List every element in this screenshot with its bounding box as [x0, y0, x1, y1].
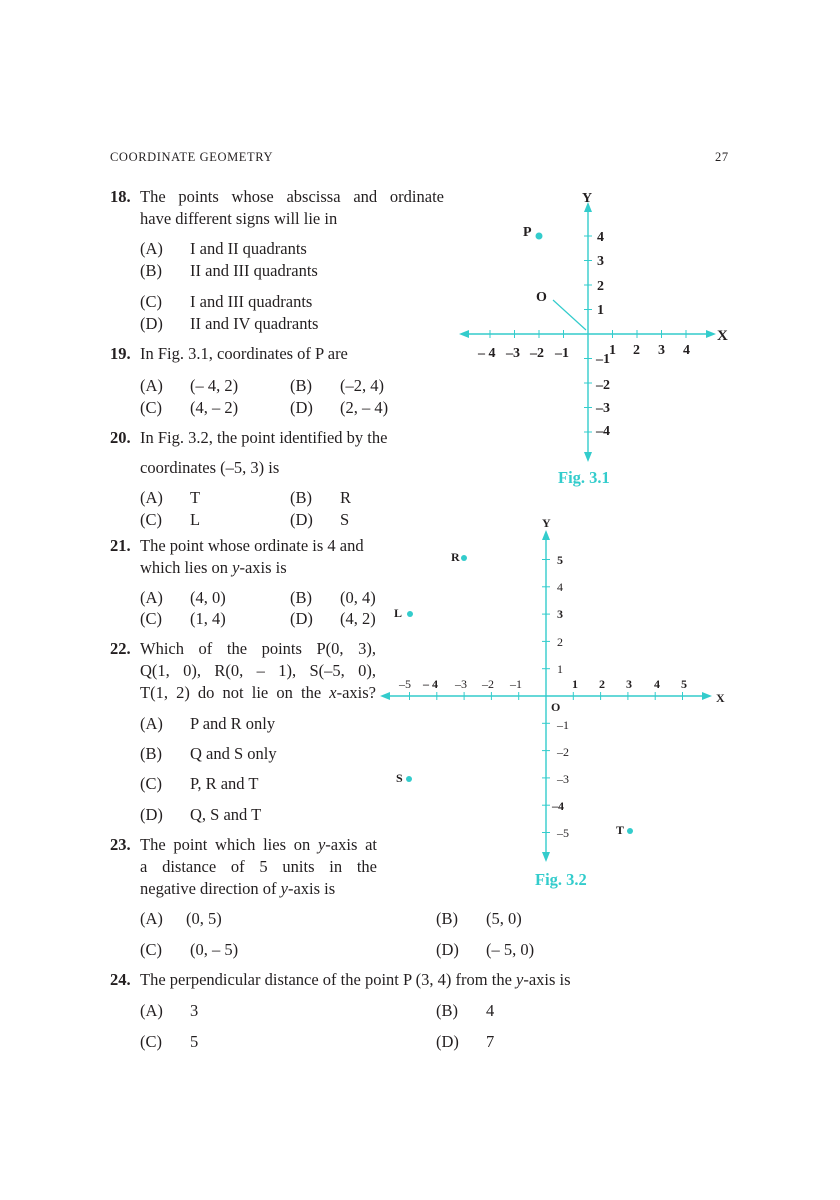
fig32-ytick-3: 3	[557, 607, 563, 621]
fig32-ytick-5: 5	[557, 553, 563, 567]
fig-3-2	[380, 530, 712, 862]
fig32-xtick-3: 3	[626, 677, 632, 691]
fig32-ytick-4: 4	[557, 580, 563, 594]
q23-number: 23.	[110, 835, 131, 854]
q22-stem: Which of the points P(0, 3), Q(1, 0), R(0, – 1), S(–5, 0), T(1, 2) do not lie on the x-axis?	[140, 639, 376, 702]
fig31-ytick-m1: –1	[596, 352, 610, 367]
q20-option-a: (A) T	[140, 488, 201, 507]
q20-option-d: (D) S	[290, 510, 350, 529]
q24-option-c: (C) 5	[140, 1032, 199, 1051]
q20-number: 20.	[110, 428, 131, 447]
fig32-point-t	[627, 828, 633, 834]
fig31-p-label: P	[523, 225, 532, 240]
fig32-y-arrow-up	[542, 530, 550, 540]
fig31-xtick-m2: –2	[530, 346, 544, 361]
q20-option-c: (C) L	[140, 510, 201, 529]
q21-stem-line1: The point whose ordinate is 4 and	[140, 536, 364, 555]
q18-option-d: (D) II and IV quadrants	[140, 314, 319, 333]
fig31-o-label: O	[536, 290, 547, 305]
fig31-origin-pointer	[553, 300, 586, 330]
q19-option-d: (D) (2, – 4)	[290, 398, 389, 417]
fig32-xtick-4: 4	[654, 677, 660, 691]
fig32-xtick-m3: –3	[455, 677, 467, 691]
fig32-x-label: X	[716, 691, 725, 705]
fig31-point-p	[536, 233, 543, 240]
fig31-y-label: Y	[582, 191, 593, 206]
q18-stem: The points whose abscissa and ordinate have different signs will lie in	[140, 187, 444, 228]
q21-option-b: (B) (0, 4)	[290, 588, 376, 607]
q24-number: 24.	[110, 970, 131, 989]
q18-option-a: (A) I and II quadrants	[140, 239, 307, 258]
q20-option-b: (B) R	[290, 488, 352, 507]
fig32-xtick-m1: –1	[510, 677, 522, 691]
q22-option-a: (A) P and R only	[140, 714, 276, 733]
fig32-point-l	[407, 611, 413, 617]
fig31-xtick-m4: – 4	[478, 346, 496, 361]
fig32-ytick-m1: –1	[557, 718, 569, 732]
q21-stem-line2: which lies on y-axis is	[140, 558, 287, 577]
fig32-o-label: O	[551, 700, 561, 714]
fig32-point-s	[406, 776, 412, 782]
q24-option-d: (D) 7	[436, 1032, 495, 1051]
fig32-ytick-1: 1	[557, 662, 563, 676]
fig32-ytick-m4: –4	[552, 799, 564, 813]
fig32-s-label: S	[396, 771, 403, 785]
fig32-xtick-5: 5	[681, 677, 687, 691]
fig32-y-label: Y	[542, 516, 551, 530]
fig32-r-label: R	[451, 550, 460, 564]
q23-option-b: (B) (5, 0)	[436, 909, 522, 928]
fig31-ytick-m2: –2	[596, 378, 610, 393]
fig32-caption: Fig. 3.2	[535, 870, 587, 889]
fig31-x-label: X	[717, 328, 728, 344]
fig32-ytick-2: 2	[557, 635, 563, 649]
running-header: COORDINATE GEOMETRY	[110, 150, 274, 164]
fig31-xtick-4: 4	[683, 343, 690, 358]
page-number: 27	[715, 150, 729, 164]
fig31-xtick-m3: –3	[506, 346, 520, 361]
q24-option-b: (B) 4	[436, 1001, 495, 1020]
fig32-xtick-1: 1	[572, 677, 578, 691]
fig32-ytick-m5: –5	[557, 826, 569, 840]
fig31-xtick-2: 2	[633, 343, 640, 358]
fig31-ytick-4: 4	[597, 230, 604, 245]
fig31-xtick-1: 1	[609, 343, 616, 358]
q21-option-d: (D) (4, 2)	[290, 609, 376, 628]
q24-stem: The perpendicular distance of the point P (3, 4) from the y-axis is	[140, 970, 571, 989]
fig32-xtick-m5: –5	[399, 677, 411, 691]
q22-option-c: (C) P, R and T	[140, 774, 259, 793]
q21-option-a: (A) (4, 0)	[140, 588, 226, 607]
q23-option-a: (A) (0, 5)	[140, 909, 222, 928]
fig32-xtick-m2: –2	[482, 677, 494, 691]
fig32-xtick-2: 2	[599, 677, 605, 691]
q19-number: 19.	[110, 344, 131, 363]
q22-option-d: (D) Q, S and T	[140, 805, 262, 824]
fig32-t-label: T	[616, 823, 625, 837]
fig32-point-r	[461, 555, 467, 561]
q21-number: 21.	[110, 536, 131, 555]
q23-option-d: (D) (– 5, 0)	[436, 940, 535, 959]
fig31-caption: Fig. 3.1	[558, 468, 610, 487]
fig-3-1	[459, 202, 716, 462]
q20-stem-line2: coordinates (–5, 3) is	[140, 458, 280, 477]
fig32-y-arrow-down	[542, 852, 550, 862]
fig31-ytick-3: 3	[597, 254, 604, 269]
fig31-y-arrow-down	[584, 452, 592, 462]
q18-number: 18.	[110, 187, 131, 206]
q19-stem: In Fig. 3.1, coordinates of P are	[140, 344, 348, 363]
q20-stem-line1: In Fig. 3.2, the point identified by the	[140, 428, 388, 447]
fig31-ytick-m4: –4	[596, 424, 610, 439]
q22-number: 22.	[110, 639, 131, 658]
q19-option-a: (A) (– 4, 2)	[140, 376, 239, 395]
q18-option-c: (C) I and III quadrants	[140, 292, 313, 311]
q23-stem: The point which lies on y-axis at a distance of 5 units in the negative direction of y-axis is	[140, 835, 378, 898]
fig32-x-arrow-right	[702, 692, 712, 700]
q19-option-b: (B) (–2, 4)	[290, 376, 384, 395]
fig31-xtick-3: 3	[658, 343, 665, 358]
fig32-x-arrow-left	[380, 692, 390, 700]
q22-option-b: (B) Q and S only	[140, 744, 277, 763]
fig31-ytick-1: 1	[597, 303, 604, 318]
q19-option-c: (C) (4, – 2)	[140, 398, 239, 417]
fig32-xtick-m4: – 4	[423, 677, 438, 691]
q24-option-a: (A) 3	[140, 1001, 199, 1020]
fig32-l-label: L	[394, 606, 403, 620]
q21-option-c: (C) (1, 4)	[140, 609, 226, 628]
fig32-ytick-m2: –2	[557, 745, 569, 759]
q23-option-c: (C) (0, – 5)	[140, 940, 239, 959]
fig31-ytick-m3: –3	[596, 401, 610, 416]
fig32-ytick-m3: –3	[557, 772, 569, 786]
fig31-x-arrow-right	[706, 330, 716, 338]
fig31-x-arrow-left	[459, 330, 469, 338]
q18-option-b: (B) II and III quadrants	[140, 261, 318, 280]
fig31-ytick-2: 2	[597, 279, 604, 294]
fig31-xtick-m1: –1	[555, 346, 569, 361]
